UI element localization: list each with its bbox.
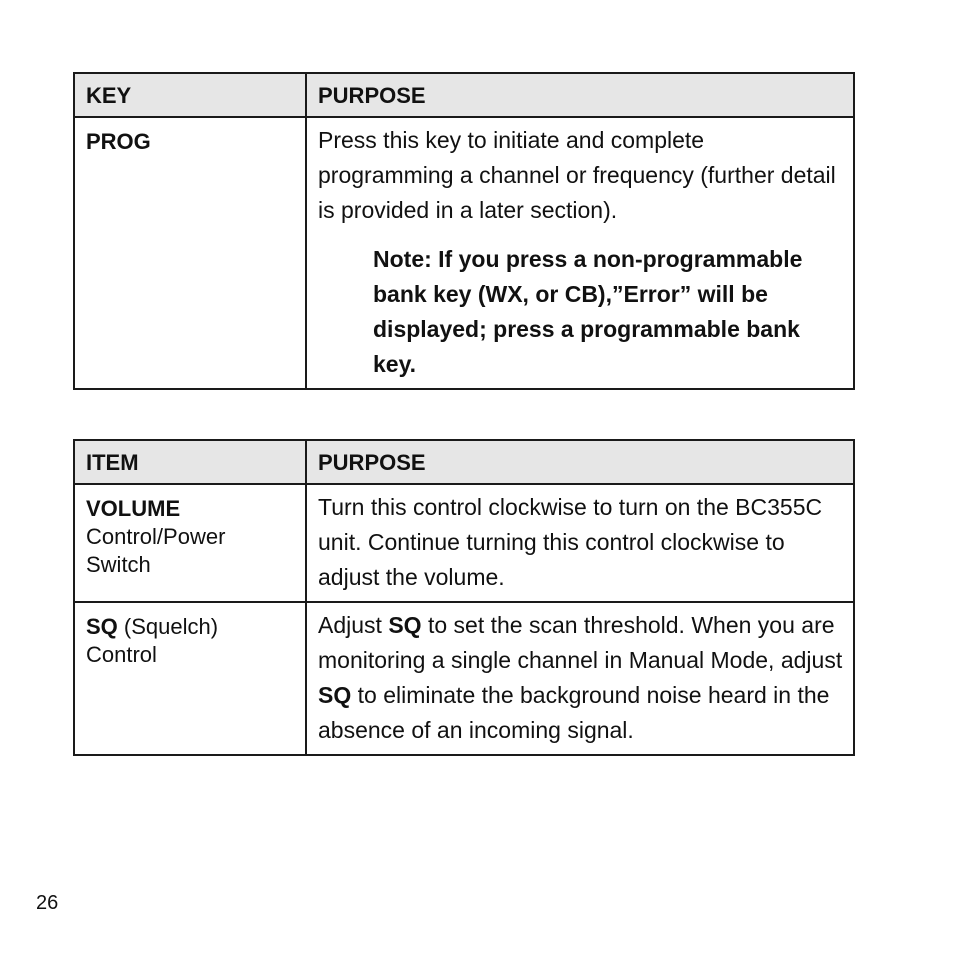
item-cell <box>74 484 306 602</box>
purpose-cell <box>306 602 854 755</box>
table-header-row <box>74 440 854 484</box>
item-purpose-table <box>73 439 855 756</box>
purpose-text-part: to set the scan threshold. When you are monitoring a single channel in Manual Mode, adjust <box>318 612 843 673</box>
column-header-purpose: PURPOSE <box>306 73 854 117</box>
key-name: PROG <box>86 129 151 154</box>
table-row <box>74 484 854 602</box>
page-number: 26 <box>36 892 59 914</box>
column-header-item: ITEM <box>74 440 306 484</box>
item-name: SQ <box>86 614 118 639</box>
table-header-row <box>74 73 854 117</box>
purpose-text <box>318 608 843 748</box>
item-cell <box>74 602 306 755</box>
table-row <box>74 117 854 389</box>
purpose-text-part: Adjust <box>318 612 389 638</box>
column-header-key: KEY <box>74 73 306 117</box>
purpose-text: Press this key to initiate and complete programming a channel or frequency (further detail is provided in a later section). <box>318 127 836 223</box>
purpose-text-part: to eliminate the background noise heard in the absence of an incoming signal. <box>318 682 830 743</box>
column-header-purpose: PURPOSE <box>306 440 854 484</box>
item-description: Control/Power Switch <box>86 524 226 577</box>
item-description: (Squelch) Control <box>86 614 219 667</box>
table-row <box>74 602 854 755</box>
key-purpose-table <box>73 72 855 390</box>
note-text: Note: If you press a non-programmable bank key (WX, or CB),”Error” will be displayed; press a programmable bank key. <box>373 246 803 377</box>
purpose-text: Turn this control clockwise to turn on the BC355C unit. Continue turning this control clockwise to adjust the volume. <box>318 494 823 590</box>
key-cell <box>74 117 306 389</box>
purpose-cell <box>306 117 854 389</box>
purpose-text-emphasis: SQ <box>388 612 422 638</box>
item-name: VOLUME <box>86 496 181 521</box>
purpose-cell <box>306 484 854 602</box>
purpose-text-emphasis: SQ <box>318 682 352 708</box>
